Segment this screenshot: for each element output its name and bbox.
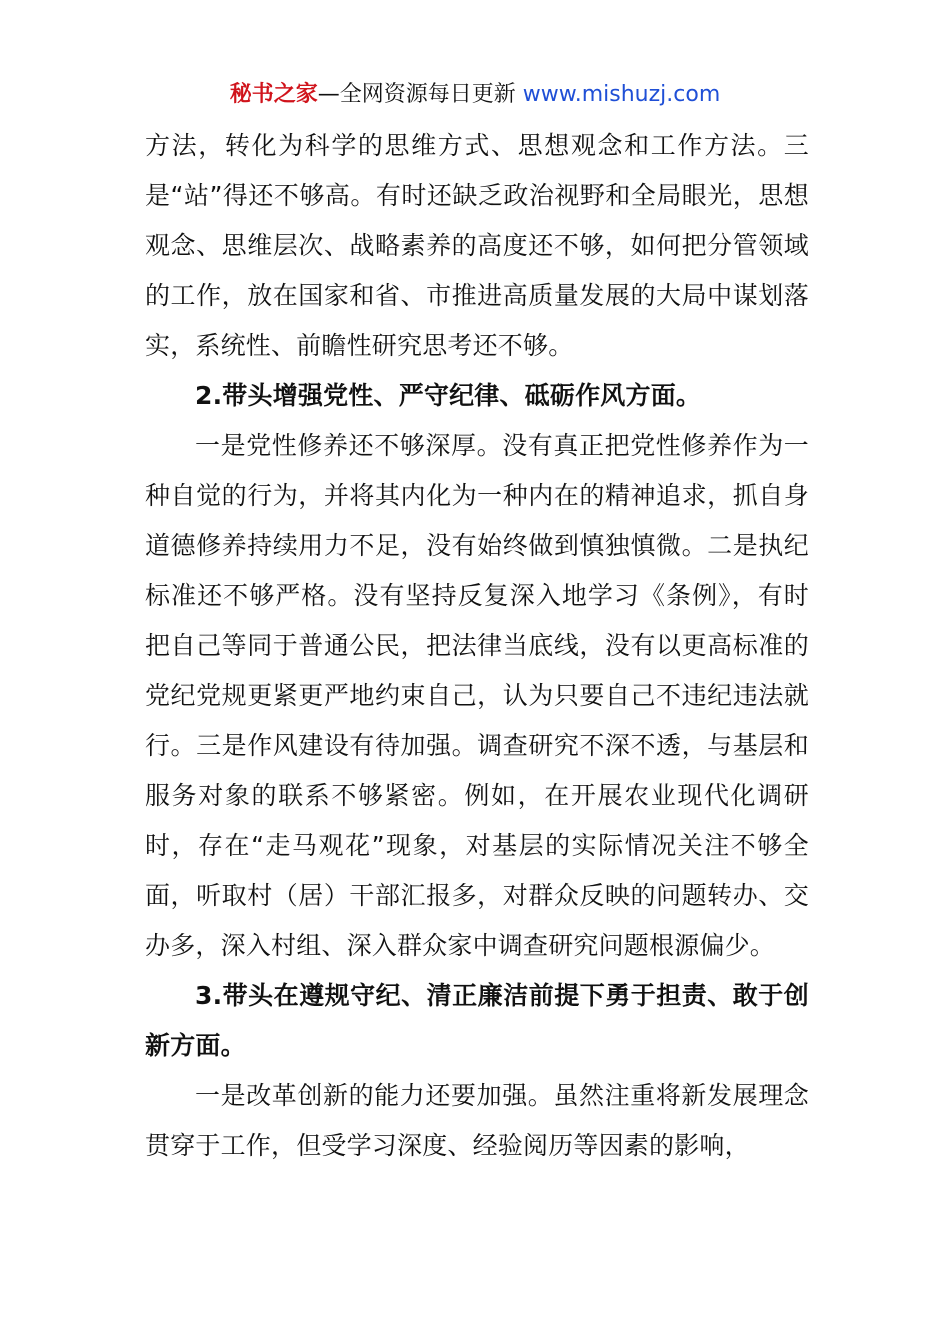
site-brand: 秘书之家 [229,82,318,107]
site-tagline: —全网资源每日更新 [317,82,516,107]
paragraph-section-2: 一是党性修养还不够深厚。没有真正把党性修养作为一种自觉的行为，并将其内化为一种内在的精神追求，抓自身道德修养持续用力不足，没有始终做到慎独慎微。二是执纪标准还不够严格。没有坚持反复深入地学习《条例》，有时把自己等同于普通公民，把法律当底线，没有以更高标准的党纪党规更紧更严地约束自己，认为只要自己不违纪违法就行。三是作风建设有待加强。调查研究不深不透，与基层和服务对象的联系不够紧密。例如，在开展农业现代化调研时，存在“走马观花”现象，对基层的实际情况关注不够全面，听取村（居）干部汇报多，对群众反映的问题转办、交办多，深入村组、深入群众家中调查研究问题根源偏少。 [145,431,809,960]
site-url: www.mishuzj.com [522,82,721,107]
section-heading-3: 3.带头在遵规守纪、清正廉洁前提下勇于担责、敢于创新方面。 [145,981,809,1060]
paragraph-section-3: 一是改革创新的能力还要加强。虽然注重将新发展理念贯穿于工作，但受学习深度、经验阅历等因素的影响， [145,1081,809,1160]
paragraph-continued: 方法，转化为科学的思维方式、思想观念和工作方法。三是“站”得还不够高。有时还缺乏政治视野和全局眼光，思想观念、思维层次、战略素养的高度还不够，如何把分管领域的工作，放在国家和省、市推进高质量发展的大局中谋划落实，系统性、前瞻性研究思考还不够。 [145,131,809,360]
document-body [145,121,809,1171]
site-header [0,80,950,110]
section-heading-2: 2.带头增强党性、严守纪律、砥砺作风方面。 [195,381,702,410]
